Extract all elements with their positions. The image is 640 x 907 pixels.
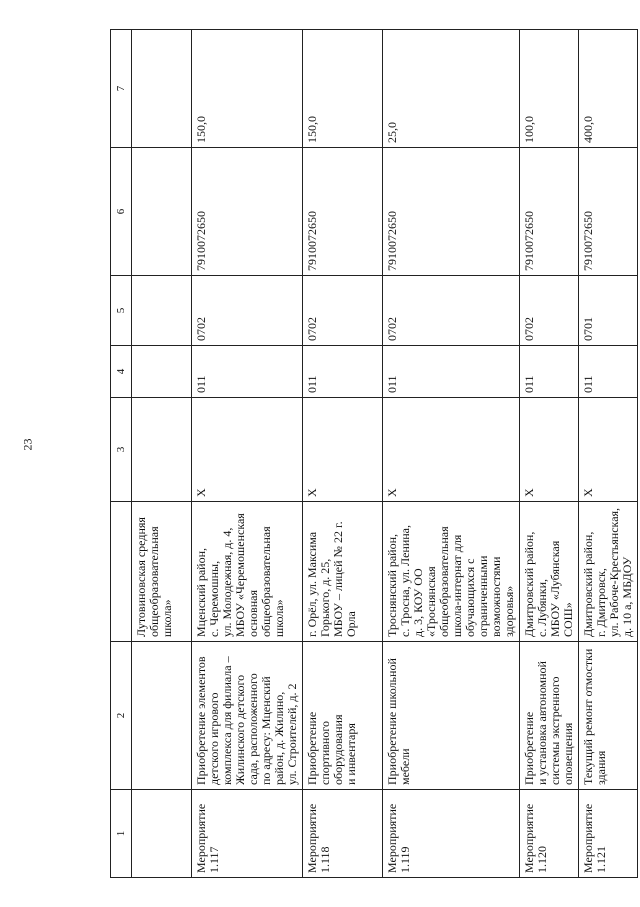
target-article-cell: 7910072650 bbox=[192, 148, 303, 276]
recipient-cell: Мценский район, с. Черемошны, ул. Молодежная, д. 4, МБОУ «Черемошенская основная общеобразовательная школа» bbox=[192, 502, 303, 642]
section-cell: 0702 bbox=[520, 276, 579, 346]
target-article-cell: 7910072650 bbox=[383, 148, 520, 276]
mark-cell: X bbox=[579, 398, 638, 502]
amount-cell bbox=[132, 30, 192, 148]
funding-table bbox=[110, 29, 638, 878]
target-article-cell: 7910072650 bbox=[520, 148, 579, 276]
section-cell: 0702 bbox=[303, 276, 383, 346]
column-header: 2 bbox=[111, 642, 132, 790]
table-row bbox=[520, 30, 579, 878]
code-cell: 011 bbox=[303, 346, 383, 398]
activity-description-cell: Приобретение спортивного оборудования и инвентаря bbox=[303, 642, 383, 790]
recipient-cell: Лутовиновская средняя общеобразовательная школа» bbox=[132, 502, 192, 642]
activity-id-cell: Мероприятие 1.117 bbox=[192, 790, 303, 878]
column-header: 5 bbox=[111, 276, 132, 346]
activity-id-cell: Мероприятие 1.120 bbox=[520, 790, 579, 878]
section-cell bbox=[132, 276, 192, 346]
mark-cell: X bbox=[520, 398, 579, 502]
column-header: 4 bbox=[111, 346, 132, 398]
recipient-cell: Троснянский район, с. Тросна, ул. Ленина, д. 3, КОУ ОО «Троснянская общеобразовательная школа-интернат для обучающихся с ограниченными возможностями здоровья» bbox=[383, 502, 520, 642]
table-container bbox=[110, 30, 634, 878]
table-row bbox=[579, 30, 638, 878]
column-header: 7 bbox=[111, 30, 132, 148]
code-cell bbox=[132, 346, 192, 398]
activity-description-cell: Приобретение и установка автономной системы экстренного оповещения bbox=[520, 642, 579, 790]
section-cell: 0702 bbox=[192, 276, 303, 346]
mark-cell bbox=[132, 398, 192, 502]
activity-description-cell: Приобретение школьной мебели bbox=[383, 642, 520, 790]
target-article-cell bbox=[132, 148, 192, 276]
amount-cell: 150,0 bbox=[192, 30, 303, 148]
recipient-cell: Дмитровский район, г. Дмитровск, ул. Рабоче-Крестьянская, д. 10 а, МБДОУ bbox=[579, 502, 638, 642]
rotated-table-frame bbox=[110, 30, 634, 878]
activity-description-cell: Приобретение элементов детского игрового комплекса для филиала – Жилинского детского сада, расположенного по адресу: Мценский район, д. Жилино, ул. Строителей, д. 2 bbox=[192, 642, 303, 790]
amount-cell: 400,0 bbox=[579, 30, 638, 148]
column-header: 1 bbox=[111, 790, 132, 878]
target-article-cell: 7910072650 bbox=[303, 148, 383, 276]
page-number: 23 bbox=[20, 438, 35, 451]
table-row bbox=[132, 30, 192, 878]
activity-id-cell: Мероприятие 1.119 bbox=[383, 790, 520, 878]
recipient-cell: г. Орёл, ул. Максима Горького, д. 25, МБОУ – лицей № 22 г. Орла bbox=[303, 502, 383, 642]
activity-id-cell bbox=[132, 790, 192, 878]
amount-cell: 150,0 bbox=[303, 30, 383, 148]
activity-id-cell: Мероприятие 1.121 bbox=[579, 790, 638, 878]
section-cell: 0702 bbox=[383, 276, 520, 346]
table-row bbox=[383, 30, 520, 878]
table-row bbox=[192, 30, 303, 878]
activity-description-cell: Текущий ремонт отмостки здания bbox=[579, 642, 638, 790]
code-cell: 011 bbox=[192, 346, 303, 398]
target-article-cell: 7910072650 bbox=[579, 148, 638, 276]
section-cell: 0701 bbox=[579, 276, 638, 346]
amount-cell: 100,0 bbox=[520, 30, 579, 148]
code-cell: 011 bbox=[520, 346, 579, 398]
mark-cell: X bbox=[303, 398, 383, 502]
column-header: 6 bbox=[111, 148, 132, 276]
amount-cell: 25,0 bbox=[383, 30, 520, 148]
column-header: 3 bbox=[111, 398, 132, 502]
column-header bbox=[111, 502, 132, 642]
column-header-row bbox=[111, 30, 132, 878]
activity-id-cell: Мероприятие 1.118 bbox=[303, 790, 383, 878]
activity-description-cell bbox=[132, 642, 192, 790]
table-row bbox=[303, 30, 383, 878]
code-cell: 011 bbox=[579, 346, 638, 398]
mark-cell: X bbox=[192, 398, 303, 502]
code-cell: 011 bbox=[383, 346, 520, 398]
recipient-cell: Дмитровский район, с. Лубянки, МБОУ «Лубянская СОШ» bbox=[520, 502, 579, 642]
mark-cell: X bbox=[383, 398, 520, 502]
